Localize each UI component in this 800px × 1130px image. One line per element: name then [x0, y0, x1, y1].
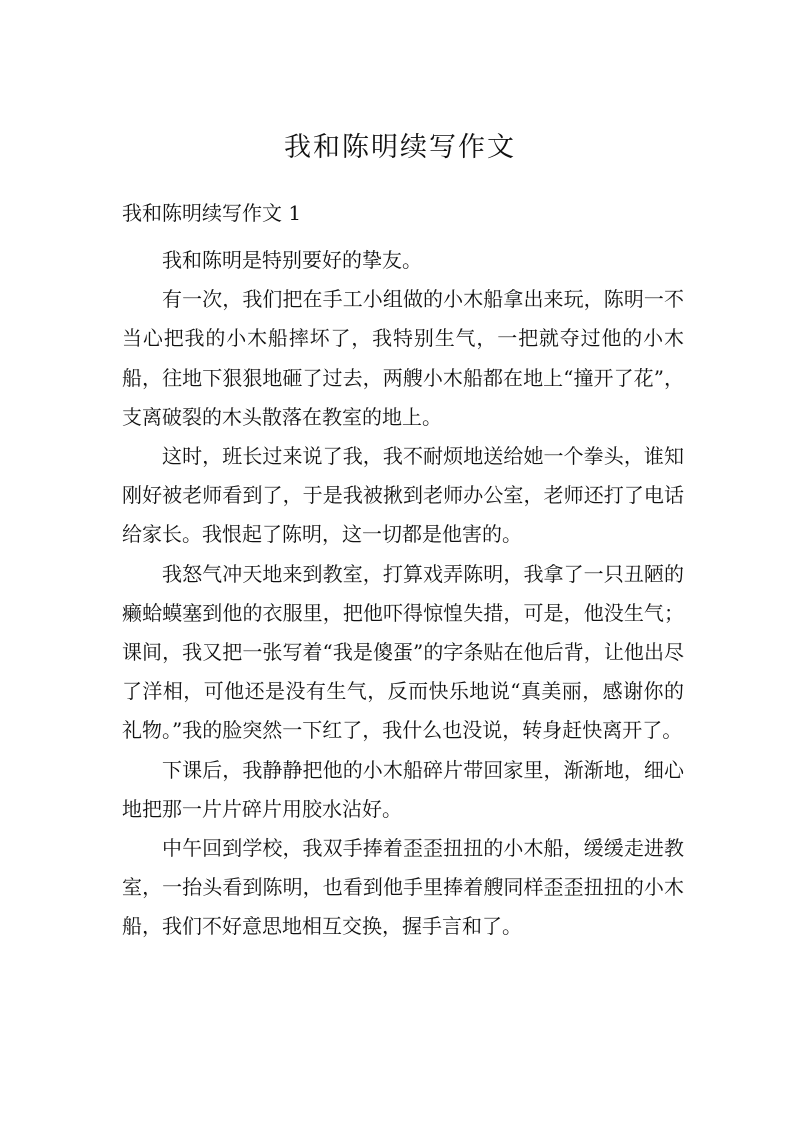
paragraph-1: 我和陈明是特别要好的挚友。 — [162, 248, 422, 272]
paragraph-5: 下课后，我静静把他的小木船碎片带回家里，渐渐地，细心地把那一片片碎片用胶水沾好。 — [122, 757, 684, 821]
paragraph-3: 这时，班长过来说了我，我不耐烦地送给她一个拳头，谁知刚好被老师看到了，于是我被揪到老师办公室，老师还打了电话给家长。我恨起了陈明，这一切都是他害的。 — [122, 444, 684, 547]
paragraph-4: 我怒气冲天地来到教室，打算戏弄陈明，我拿了一只丑陋的癞蛤蟆塞到他的衣服里，把他吓得惊惶失措，可是，他没生气；课间，我又把一张写着“我是傻蛋”的字条贴在他后背，让他出尽了洋相，可他还是没有生气，反而快乐地说“真美丽，感谢你的礼物。”我的脸突然一下红了，我什么也没说，转身赶快离开了。 — [122, 561, 684, 743]
paragraph-6: 中午回到学校，我双手捧着歪歪扭扭的小木船，缓缓走进教室，一抬头看到陈明，也看到他手里捧着艘同样歪歪扭扭的小木船，我们不好意思地相互交换，握手言和了。 — [122, 836, 684, 939]
document-body — [122, 241, 684, 947]
paragraph-2: 有一次，我们把在手工小组做的小木船拿出来玩，陈明一不当心把我的小木船摔坏了，我特别生气，一把就夺过他的小木船，往地下狠狠地砸了过去，两艘小木船都在地上“撞开了花”，支离破裂的木头散落在教室的地上。 — [122, 287, 684, 429]
section-heading: 我和陈明续写作文 1 — [122, 201, 302, 225]
document-title: 我和陈明续写作文 — [284, 132, 516, 163]
